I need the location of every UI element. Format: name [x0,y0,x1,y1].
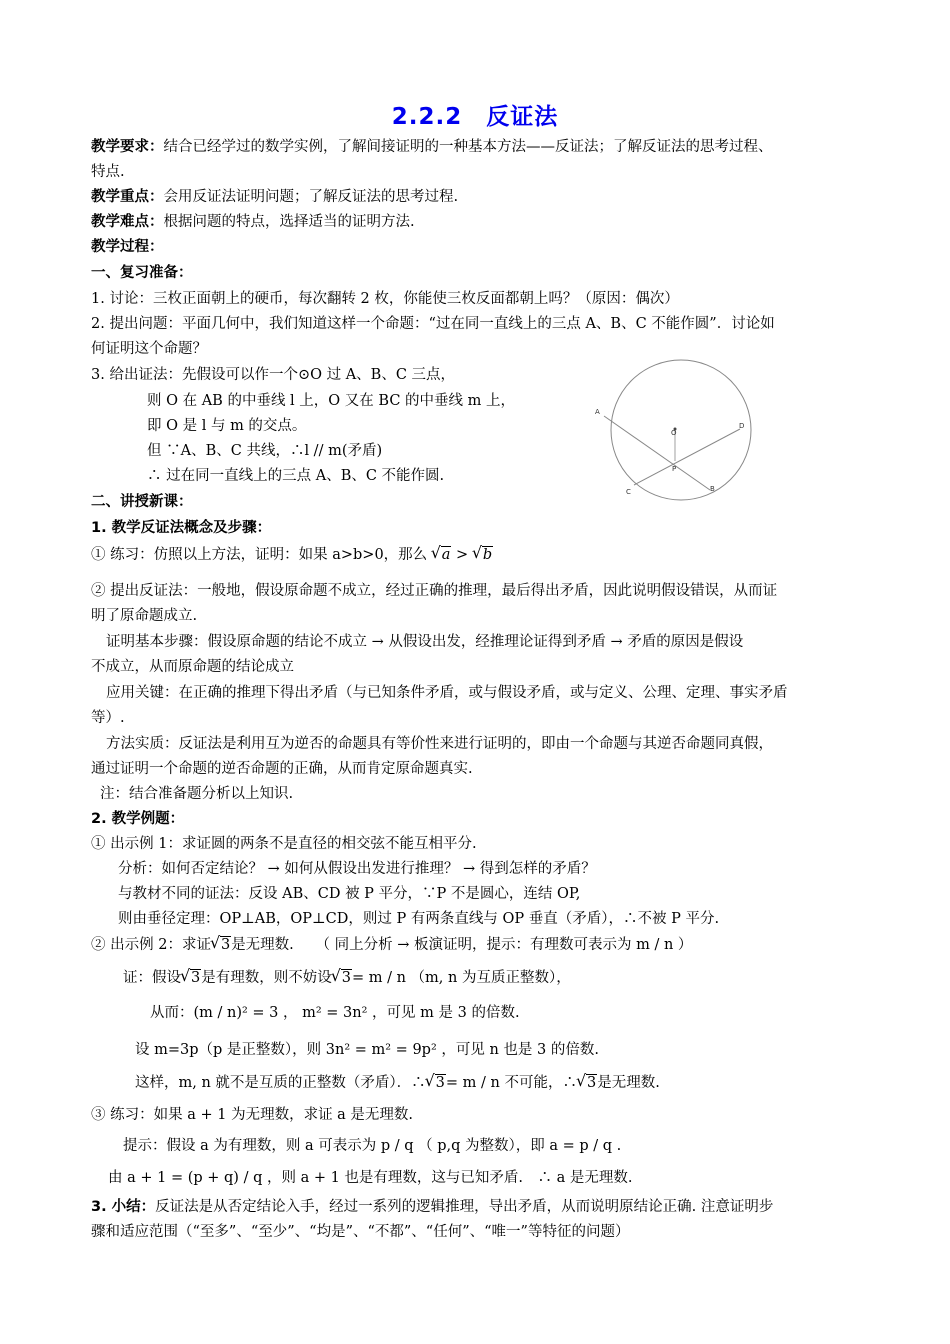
exercise3: ③ 练习：如果 a + 1 为无理数，求证 a 是无理数. [91,1107,414,1123]
application-key: 应用关键：在正确的推理下得出矛盾（与已知条件矛盾，或与假设矛盾，或与定义、公理、定理、事实矛盾 [106,685,788,701]
proof-line-4: ∴ 过在同一直线上的三点 A、B、C 不能作圆. [147,468,445,484]
review-item-2: 2. 提出问题：平面几何中，我们知道这样一个命题：“过在同一直线上的三点 A、B、C 不能作圆”．讨论如 [91,316,775,332]
label-d: D [739,422,745,430]
example2-proof-1: 证：假设√ 3是有理数，则不妨设√ 3= m / n （m, n 为互质正整数）， [123,968,571,988]
proof-line-3: 但 ∵A、B、C 共线，∴l // m(矛盾) [147,443,383,459]
summary: 3. 小结：反证法是从否定结论入手，经过一系列的逻辑推理，导出矛盾，从而说明原结论正确. 注意证明步 [91,1199,774,1215]
label-b: B [710,485,715,493]
method-essence-cont: 通过证明一个命题的逆否命题的正确，从而肯定原命题真实. [91,761,473,777]
method-essence: 方法实质：反证法是利用互为逆否的命题具有等价性来进行证明的，即由一个命题与其逆否命题同真假， [106,736,773,752]
example1-proof-cont: 则由垂径定理：OP⊥AB，OP⊥CD，则过 P 有两条直线与 OP 垂直（矛盾），∴不被 P 平分. [118,911,720,927]
example1-analysis: 分析：如何否定结论？ → 如何从假设出发进行推理？ → 得到怎样的矛盾？ [118,861,596,877]
page-title: 2.2.2 反证法 [391,104,559,130]
example2-proof-3: 设 m=3p（p 是正整数），则 3n² = m² = 9p² ，可见 n 也是 3 的倍数. [135,1042,599,1058]
label-c: C [626,488,631,496]
subsection-concept: 1. 教学反证法概念及步骤： [91,520,272,536]
teaching-difficulty: 教学难点：根据问题的特点，选择适当的证明方法. [91,214,415,230]
example1: ① 出示例 1：求证圆的两条不是直径的相交弦不能互相平分. [91,836,477,852]
teaching-process-heading: 教学过程： [91,239,164,255]
summary-cont: 骤和适应范围（“至多”、“至少”、“均是”、“不都”、“任何”、“唯一”等特征的问题） [91,1224,630,1240]
section2-heading: 二、讲授新课： [91,494,193,510]
exercise3-proof: 由 a + 1 = (p + q) / q ，则 a + 1 也是有理数，这与已知矛盾. ∴ a 是无理数. [108,1170,633,1186]
note-line: 注：结合准备题分析以上知识. [100,786,294,802]
teaching-requirement-cont: 特点. [91,164,125,180]
diagram-circle [611,360,751,500]
label-a: A [595,408,600,416]
subsection-examples: 2. 教学例题： [91,811,185,827]
circle-diagram [590,355,775,505]
basic-steps-cont: 不成立，从而原命题的结论成立 [91,659,294,675]
label-p: P [672,465,677,473]
example1-proof: 与教材不同的证法：反设 AB、CD 被 P 平分，∵P 不是圆心，连结 OP, [118,886,581,902]
chord-cd [634,429,740,485]
application-key-cont: 等）. [91,710,125,726]
proof-line-1: 则 O 在 AB 的中垂线 l 上，O 又在 BC 的中垂线 m 上， [147,393,516,409]
example2-proof-2: 从而：(m / n)² = 3 ， m² = 3n² ，可见 m 是 3 的倍数. [150,1005,520,1021]
label-o: O [671,429,677,437]
exercise3-hint: 提示：假设 a 为有理数，则 a 可表示为 p / q （ p,q 为整数），即 a = p / q . [123,1138,622,1154]
section1-heading: 一、复习准备： [91,265,193,281]
example2: ② 出示例 2：求证√ 3是无理数. （ 同上分析 → 板演证明，提示：有理数可表示为 m / n ） [91,935,692,955]
review-item-2-cont: 何证明这个命题？ [91,341,207,357]
definition-line-cont: 明了原命题成立. [91,608,198,624]
review-item-3: 3. 给出证法：先假设可以作一个⊙O 过 A、B、C 三点， [91,367,456,383]
basic-steps: 证明基本步骤：假设原命题的结论不成立 → 从假设出发，经推理论证得到矛盾 → 矛盾的原因是假设 [106,634,744,650]
exercise-sqrt: ① 练习：仿照以上方法，证明：如果 a>b>0，那么 √ a > √ b [91,545,493,565]
review-item-1: 1. 讨论：三枚正面朝上的硬币，每次翻转 2 枚，你能使三枚反面都朝上吗？（原因：偶次） [91,291,679,307]
definition-line: ② 提出反证法：一般地，假设原命题不成立，经过正确的推理，最后得出矛盾，因此说明假设错误，从而证 [91,583,778,599]
teaching-requirement: 教学要求：结合已经学过的数学实例，了解间接证明的一种基本方法——反证法；了解反证法的思考过程、 [91,139,773,155]
teaching-key-point: 教学重点：会用反证法证明问题；了解反证法的思考过程. [91,189,459,205]
proof-line-2: 即 O 是 l 与 m 的交点。 [147,418,307,434]
example2-conclusion: 这样，m, n 就不是互质的正整数（矛盾）．∴√ 3= m / n 不可能，∴√ 3是无理数. [135,1073,660,1093]
